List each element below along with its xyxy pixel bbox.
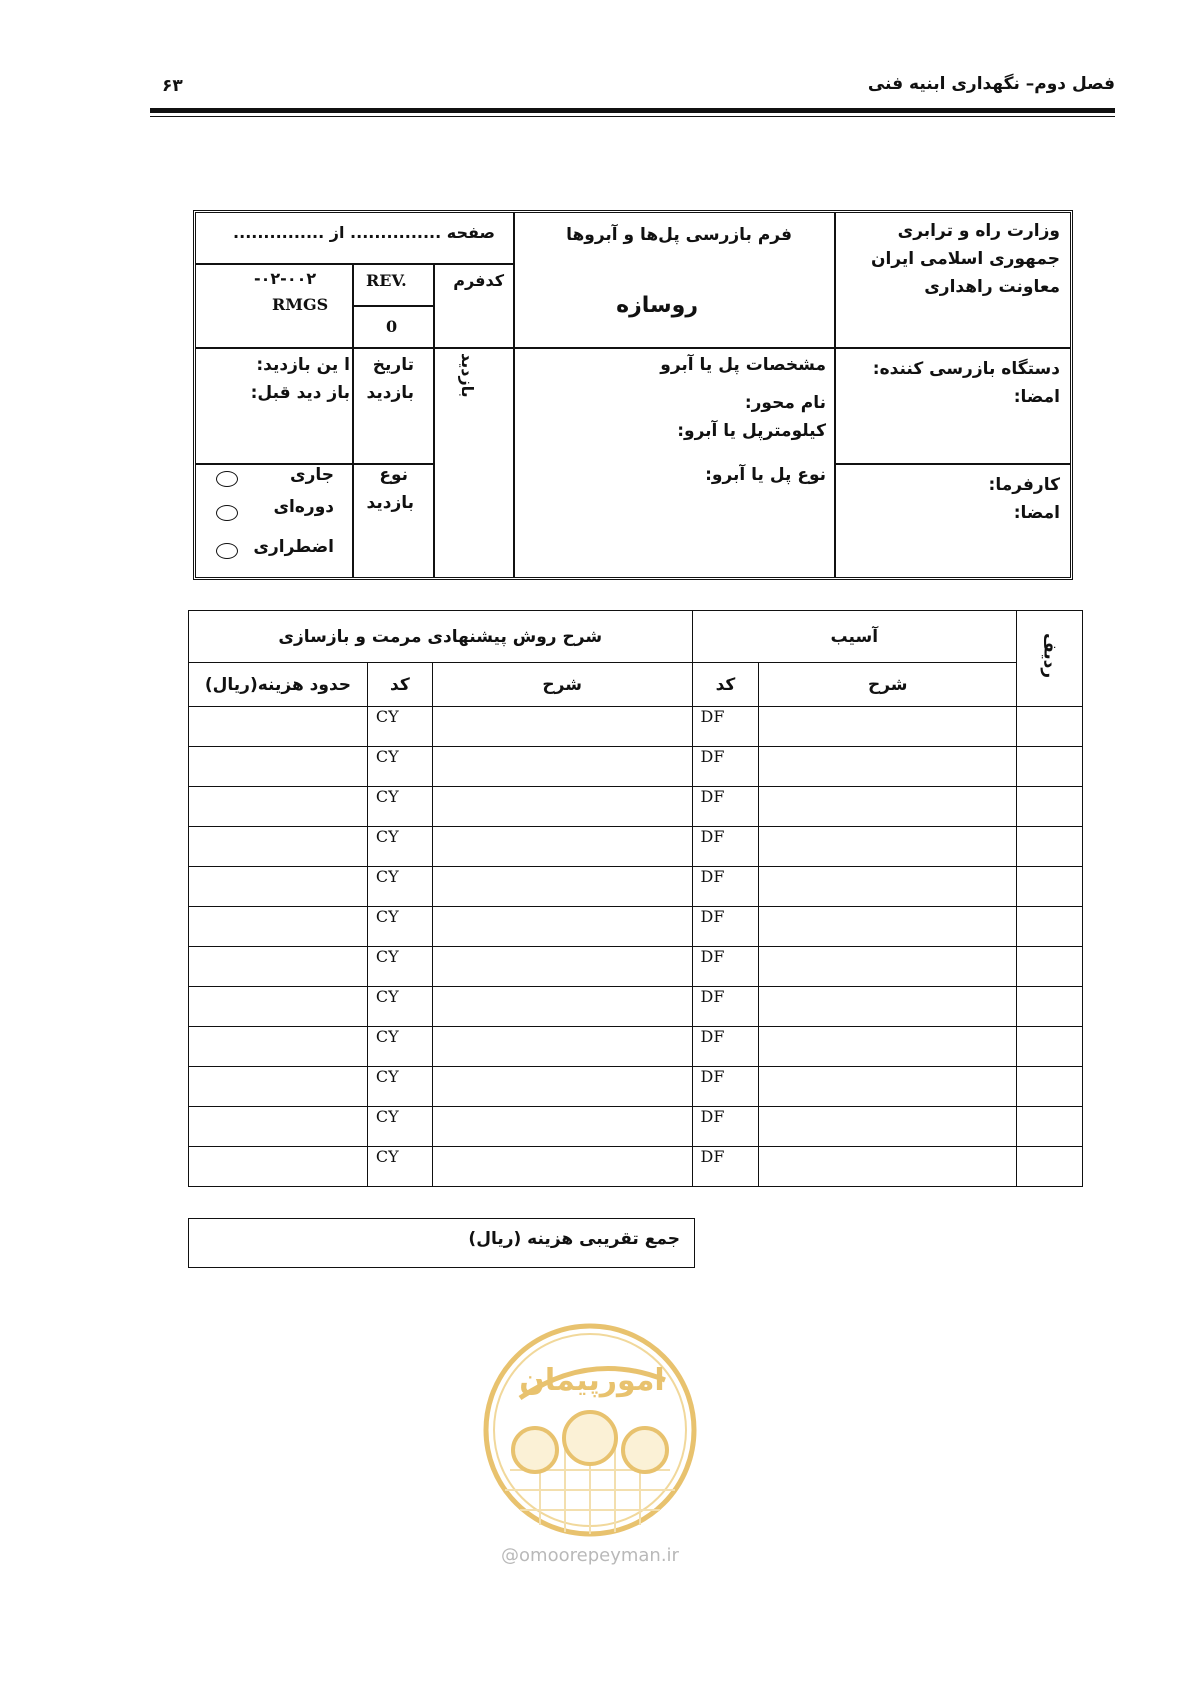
- table-row: [189, 707, 1083, 747]
- table-row: [189, 787, 1083, 827]
- damage-code-cell: DF: [692, 787, 759, 827]
- row-number-cell[interactable]: [1017, 787, 1083, 827]
- table-row: [189, 1147, 1083, 1187]
- damage-description-cell[interactable]: [759, 1067, 1017, 1107]
- repair-code-cell: CY: [367, 1027, 432, 1067]
- total-cost-box: [188, 1218, 695, 1268]
- cost-cell[interactable]: [189, 947, 368, 987]
- repair-description-cell[interactable]: [432, 867, 692, 907]
- row-number-cell[interactable]: [1017, 987, 1083, 1027]
- repair-description-cell[interactable]: [432, 1147, 692, 1187]
- repair-description-cell[interactable]: [432, 827, 692, 867]
- repair-code-cell: CY: [367, 1147, 432, 1187]
- repair-description-cell[interactable]: [432, 1027, 692, 1067]
- repair-description-cell[interactable]: [432, 1107, 692, 1147]
- repair-description-cell[interactable]: [432, 707, 692, 747]
- cost-cell[interactable]: [189, 907, 368, 947]
- divider: [352, 305, 433, 307]
- divider: [513, 213, 515, 577]
- divider: [196, 263, 513, 265]
- table-row: [189, 747, 1083, 787]
- damage-code-header: کد: [692, 663, 759, 707]
- row-number-cell[interactable]: [1017, 1107, 1083, 1147]
- visit-vertical-label: بازدید: [458, 353, 477, 398]
- watermark: [480, 1320, 700, 1590]
- cost-cell[interactable]: [189, 1147, 368, 1187]
- repair-code-cell: CY: [367, 707, 432, 747]
- this-visit-label: ا ین بازدید:: [256, 355, 350, 375]
- axis-name-label: نام محور:: [744, 393, 826, 413]
- repair-code-cell: CY: [367, 947, 432, 987]
- cost-cell[interactable]: [189, 827, 368, 867]
- damage-description-cell[interactable]: [759, 987, 1017, 1027]
- row-number-cell[interactable]: [1017, 1027, 1083, 1067]
- repair-description-cell[interactable]: [432, 987, 692, 1027]
- repair-description-cell[interactable]: [432, 747, 692, 787]
- cost-cell[interactable]: [189, 707, 368, 747]
- repair-code-header: کد: [367, 663, 432, 707]
- svg-text:امورپیمان: امورپیمان: [519, 1363, 665, 1398]
- watermark-url: @omoorepeyman.ir: [501, 1545, 679, 1566]
- visit-type-option: جاری: [289, 465, 334, 485]
- inspector-signature-label: امضا:: [1013, 387, 1060, 407]
- divider: [834, 463, 1070, 465]
- header-rule-thin: [150, 116, 1115, 117]
- damage-code-cell: DF: [692, 1147, 759, 1187]
- damage-description-cell[interactable]: [759, 1107, 1017, 1147]
- row-number-cell[interactable]: [1017, 947, 1083, 987]
- table-header-row: [189, 611, 1083, 663]
- repair-code-cell: CY: [367, 907, 432, 947]
- damage-code-cell: DF: [692, 827, 759, 867]
- table-row: [189, 907, 1083, 947]
- page-number: ۶۳: [162, 76, 183, 96]
- page-count-label: صفحه ............... از ...............: [233, 223, 495, 242]
- km-label: کیلومترپل یا آبرو:: [677, 421, 826, 441]
- visit-type-label: بازدید: [366, 493, 414, 513]
- row-number-cell[interactable]: [1017, 707, 1083, 747]
- form-header-table: [193, 210, 1073, 580]
- visit-type-option: اضطراری: [253, 537, 334, 557]
- repair-description-cell[interactable]: [432, 787, 692, 827]
- visit-date-label: تاریخ: [372, 355, 414, 375]
- total-cost-label: جمع تقریبی هزینه (ریال): [468, 1229, 680, 1249]
- employer-signature-label: امضا:: [1013, 503, 1060, 523]
- table-row: [189, 827, 1083, 867]
- chapter-title: فصل دوم– نگهداری ابنیه فنی: [867, 74, 1115, 94]
- divider: [196, 347, 1070, 349]
- repair-description-cell[interactable]: [432, 947, 692, 987]
- cost-cell[interactable]: [189, 867, 368, 907]
- repair-code-cell: CY: [367, 827, 432, 867]
- cost-header: حدود هزینه(ریال): [189, 663, 368, 707]
- damage-description-cell[interactable]: [759, 1027, 1017, 1067]
- cost-cell[interactable]: [189, 1027, 368, 1067]
- damage-code-cell: DF: [692, 947, 759, 987]
- repair-code-cell: CY: [367, 747, 432, 787]
- repair-code-cell: CY: [367, 787, 432, 827]
- radio-current-visit[interactable]: [216, 471, 238, 487]
- form-subtitle: روسازه: [616, 293, 698, 318]
- page-header: [150, 70, 1115, 118]
- row-number-header: ردیف: [1017, 611, 1083, 707]
- repair-code-cell: CY: [367, 1107, 432, 1147]
- damage-code-cell: DF: [692, 867, 759, 907]
- org-line: معاونت راهداری: [924, 277, 1060, 297]
- repair-table: [188, 610, 1083, 1187]
- cost-cell[interactable]: [189, 747, 368, 787]
- org-line: جمهوری اسلامی ایران: [870, 249, 1060, 269]
- visit-date-label: بازدید: [366, 383, 414, 403]
- damage-code-cell: DF: [692, 1107, 759, 1147]
- table-row: [189, 867, 1083, 907]
- specs-label: مشخصات پل یا آبرو: [660, 355, 826, 375]
- row-number-cell[interactable]: [1017, 907, 1083, 947]
- divider: [352, 263, 354, 577]
- divider: [433, 263, 435, 577]
- form-title: فرم بازرسی پل‌ها و آبروها: [566, 225, 792, 245]
- damage-header: آسیب: [692, 611, 1017, 663]
- repair-description-cell[interactable]: [432, 1067, 692, 1107]
- damage-description-cell[interactable]: [759, 787, 1017, 827]
- employer-label: کارفرما:: [988, 475, 1060, 495]
- damage-code-cell: DF: [692, 707, 759, 747]
- rev-value: 0: [386, 317, 398, 336]
- damage-description-cell[interactable]: [759, 867, 1017, 907]
- damage-description-cell[interactable]: [759, 747, 1017, 787]
- visit-type-label: نوع: [379, 465, 408, 485]
- table-row: [189, 1027, 1083, 1067]
- repair-code-cell: CY: [367, 1067, 432, 1107]
- damage-description-header: شرح: [759, 663, 1017, 707]
- radio-emergency-visit[interactable]: [216, 543, 238, 559]
- damage-description-cell[interactable]: [759, 827, 1017, 867]
- cost-cell[interactable]: [189, 787, 368, 827]
- inspector-label: دستگاه بازرسی کننده:: [872, 359, 1060, 379]
- form-code-value: -۰۲-۰۰۲: [254, 269, 317, 288]
- table-row: [189, 1067, 1083, 1107]
- table-row: [189, 1107, 1083, 1147]
- row-number-cell[interactable]: [1017, 827, 1083, 867]
- damage-code-cell: DF: [692, 1067, 759, 1107]
- cost-cell[interactable]: [189, 1107, 368, 1147]
- damage-description-cell[interactable]: [759, 947, 1017, 987]
- visit-type-option: دوره‌ای: [273, 497, 334, 517]
- form-code-label: کدفرم: [453, 271, 504, 290]
- table-row: [189, 987, 1083, 1027]
- row-number-cell[interactable]: [1017, 747, 1083, 787]
- damage-description-cell[interactable]: [759, 707, 1017, 747]
- table-row: [189, 947, 1083, 987]
- watermark-seal-icon: [480, 1320, 700, 1540]
- damage-description-cell[interactable]: [759, 907, 1017, 947]
- row-number-cell[interactable]: [1017, 1067, 1083, 1107]
- damage-code-cell: DF: [692, 987, 759, 1027]
- repair-code-cell: CY: [367, 987, 432, 1027]
- divider: [834, 213, 836, 577]
- table-subheader-row: [189, 663, 1083, 707]
- damage-code-cell: DF: [692, 907, 759, 947]
- repair-description-cell[interactable]: [432, 907, 692, 947]
- repair-code-cell: CY: [367, 867, 432, 907]
- damage-code-cell: DF: [692, 747, 759, 787]
- bridge-type-label: نوع پل یا آبرو:: [705, 465, 826, 485]
- cost-cell[interactable]: [189, 1067, 368, 1107]
- header-rule: [150, 108, 1115, 113]
- rev-label: REV.: [366, 271, 407, 290]
- cost-cell[interactable]: [189, 987, 368, 1027]
- form-code-series: RMGS: [272, 295, 329, 314]
- repair-method-header: شرح روش پیشنهادی مرمت و بازسازی: [189, 611, 693, 663]
- damage-description-cell[interactable]: [759, 1147, 1017, 1187]
- previous-visit-label: باز دید قبل:: [250, 383, 350, 403]
- row-number-cell[interactable]: [1017, 1147, 1083, 1187]
- repair-description-header: شرح: [432, 663, 692, 707]
- org-line: وزارت راه و ترابری: [897, 221, 1060, 241]
- row-number-cell[interactable]: [1017, 867, 1083, 907]
- damage-code-cell: DF: [692, 1027, 759, 1067]
- radio-periodic-visit[interactable]: [216, 505, 238, 521]
